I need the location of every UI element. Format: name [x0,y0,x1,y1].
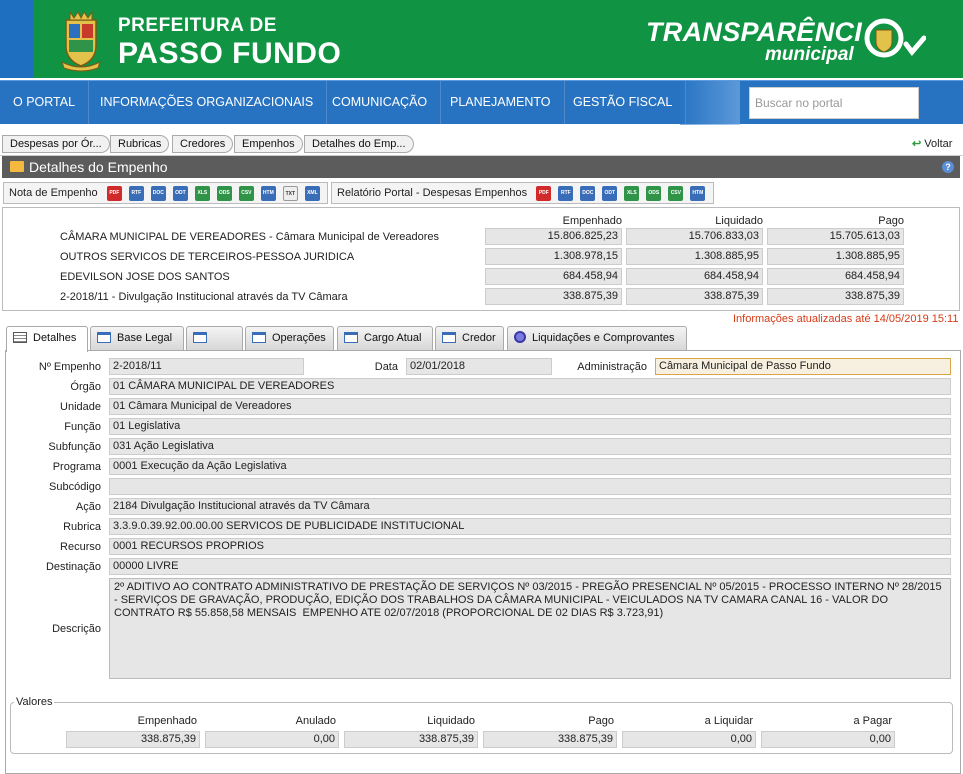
pdf-export-icon[interactable]: PDF [107,186,122,201]
breadcrumb [0,130,963,156]
valores-header-liquidado: Liquidado [427,715,475,727]
valores-liquidado: 338.875,39 [344,731,478,748]
field-rubrica[interactable]: 3.3.9.0.39.92.00.00.00 SERVICOS DE PUBLICIDADE INSTITUCIONAL [109,518,951,535]
summary-value: 15.706.833,03 [626,228,763,245]
tab-label: Base Legal [117,332,173,344]
window-icon [252,332,266,343]
breadcrumb-item-despesas[interactable]: Despesas por Ór... [2,135,110,153]
site-header [0,0,963,78]
valores-header-empenhado: Empenhado [137,715,197,727]
xls-export-icon[interactable]: XLS [624,186,639,201]
nav-swoosh [680,81,740,125]
csv-export-icon[interactable]: CSV [239,186,254,201]
pdf-export-icon[interactable]: PDF [536,186,551,201]
summary-header-pago: Pago [878,215,904,227]
valores-a-pagar: 0,00 [761,731,895,748]
summary-value: 684.458,94 [767,268,904,285]
label-recurso: Recurso [60,541,101,553]
tab-detalhes[interactable] [6,326,88,352]
breadcrumb-item-detalhes[interactable]: Detalhes do Emp... [304,135,414,153]
city-crest-logo[interactable] [60,6,102,72]
window-icon [193,332,207,343]
main-nav [0,80,963,124]
field-subcodigo[interactable] [109,478,951,495]
prefeitura-line1: PREFEITURA DE [118,15,277,36]
valores-header-anulado: Anulado [295,715,336,727]
summary-value: 1.308.885,95 [626,248,763,265]
window-icon [344,332,358,343]
tab-cargo-atual[interactable] [337,326,433,351]
label-orgao: Órgão [70,381,101,393]
label-unidade: Unidade [60,401,101,413]
nav-item-portal[interactable]: O PORTAL [0,81,89,124]
xls-export-icon[interactable]: XLS [195,186,210,201]
valores-header-pago: Pago [588,715,614,727]
nota-empenho-toolbar [3,182,328,204]
details-icon [13,332,27,343]
summary-value: 15.705.613,03 [767,228,904,245]
globe-icon [514,331,526,343]
field-administracao[interactable]: Câmara Municipal de Passo Fundo [655,358,951,375]
label-data: Data [374,361,398,373]
valores-empenhado: 338.875,39 [66,731,200,748]
summary-value: 15.806.825,23 [485,228,622,245]
summary-value: 684.458,94 [485,268,622,285]
prefeitura-line2: PASSO FUNDO [118,37,342,70]
html-export-icon[interactable]: HTM [690,186,705,201]
summary-value: 1.308.978,15 [485,248,622,265]
tab-label: Liquidações e Comprovantes [532,332,675,344]
txt-export-icon[interactable]: TXT [283,186,298,201]
tab-base-legal[interactable] [90,326,184,351]
nav-item-comunicacao[interactable]: COMUNICAÇÃO [319,81,441,124]
field-funcao[interactable]: 01 Legislativa [109,418,951,435]
breadcrumb-item-rubricas[interactable]: Rubricas [110,135,169,153]
summary-row-label: EDEVILSON JOSE DOS SANTOS [60,271,230,283]
tab-label: Credor [462,332,496,344]
tab-label: Cargo Atual [364,332,422,344]
nav-item-informacoes[interactable]: INFORMAÇÕES ORGANIZACIONAIS [87,81,327,124]
valores-header-a-pagar: a Pagar [853,715,892,727]
back-arrow-icon: ↩ [912,138,922,150]
summary-value: 338.875,39 [626,288,763,305]
summary-value: 338.875,39 [767,288,904,305]
summary-box [2,207,960,311]
field-destinacao[interactable]: 00000 LIVRE [109,558,951,575]
nav-item-gestao-fiscal[interactable]: GESTÃO FISCAL [560,81,686,124]
panel-title-bar [2,156,960,178]
tab-itens[interactable] [186,326,243,351]
field-acao[interactable]: 2184 Divulgação Institucional através da TV Câmara [109,498,951,515]
rtf-export-icon[interactable]: RTF [129,186,144,201]
window-icon [97,332,111,343]
label-destinacao: Destinação [45,561,101,573]
folder-icon [10,161,24,172]
summary-value: 1.308.885,95 [767,248,904,265]
window-icon [442,332,456,343]
municipal-logo-text: municipal [765,44,854,65]
tab-label: Operações [272,332,326,344]
ods-export-icon[interactable]: ODS [217,186,232,201]
field-descricao[interactable]: 2º ADITIVO AO CONTRATO ADMINISTRATIVO DE PRESTAÇÃO DE SERVIÇOS Nº 03/2015 - PREGÃO PRESENCIAL Nº 05/2015 - PROCESSO INTERNO Nº 28/2015 - SERVIÇOS DE GRAVAÇÃO, PRODUÇÃO, EDIÇÃO DOS TRABALHOS DA CÂMARA MUNICIPAL - VEICULADOS NA TV CAMARA CANAL 16 - VALOR DO CONTRATO R$ 55.858,58 MENSAIS EMPENHO ATE 02/07/2018 (PROPORCIONAL DE 02 DIAS R$ 3.723,91) [109,578,951,679]
summary-row-label: OUTROS SERVICOS DE TERCEIROS-PESSOA JURIDICA [60,251,355,263]
field-subfuncao[interactable]: 031 Ação Legislativa [109,438,951,455]
docx-export-icon[interactable]: DOC [580,186,595,201]
odt-export-icon[interactable]: ODT [602,186,617,201]
label-administracao: Administração [577,361,647,373]
xml-export-icon[interactable]: XML [305,186,320,201]
breadcrumb-item-credores[interactable]: Credores [172,135,233,153]
summary-row-label: 2-2018/11 - Divulgação Institucional através da TV Câmara [60,291,348,303]
summary-header-empenhado: Empenhado [562,215,622,227]
valores-header-a-liquidar: a Liquidar [704,715,753,727]
odt-export-icon[interactable]: ODT [173,186,188,201]
html-export-icon[interactable]: HTM [261,186,276,201]
summary-value: 338.875,39 [485,288,622,305]
summary-value: 684.458,94 [626,268,763,285]
header-accent [0,0,33,78]
rtf-export-icon[interactable]: RTF [558,186,573,201]
tab-operacoes[interactable] [245,326,334,351]
tab-credor[interactable] [435,326,504,351]
search-input[interactable]: Buscar no portal [749,87,919,119]
summary-row-label: CÂMARA MUNICIPAL DE VEREADORES - Câmara Municipal de Vereadores [60,231,440,243]
label-subfuncao: Subfunção [48,441,101,453]
back-button[interactable] [912,137,952,150]
label-programa: Programa [52,461,101,473]
csv-export-icon[interactable]: CSV [668,186,683,201]
label-descricao: Descrição [52,623,101,635]
field-orgao[interactable]: 01 CÂMARA MUNICIPAL DE VEREADORES [109,378,951,395]
label-subcodigo: Subcódigo [49,481,101,493]
valores-anulado: 0,00 [205,731,339,748]
summary-header-liquidado: Liquidado [715,215,763,227]
updated-timestamp: Informações atualizadas até 14/05/2019 15:11 [733,313,959,325]
label-rubrica: Rubrica [63,521,101,533]
field-numero-empenho[interactable]: 2-2018/11 [109,358,304,375]
nota-empenho-label: Nota de Empenho [9,187,98,199]
docx-export-icon[interactable]: DOC [151,186,166,201]
nav-item-planejamento[interactable]: PLANEJAMENTO [437,81,565,124]
back-label: Voltar [924,138,953,150]
panel-title: Detalhes do Empenho [29,159,168,175]
field-data[interactable]: 02/01/2018 [406,358,552,375]
breadcrumb-item-empenhos[interactable]: Empenhos [234,135,303,153]
relatorio-portal-toolbar [331,182,714,204]
label-funcao: Função [64,421,101,433]
label-numero: Nº Empenho [38,361,101,373]
field-unidade[interactable]: 01 Câmara Municipal de Vereadores [109,398,951,415]
tab-label: Detalhes [33,332,77,344]
transparencia-logo-text[interactable]: TRANSPARÊNCI [646,17,863,47]
ods-export-icon[interactable]: ODS [646,186,661,201]
field-recurso[interactable]: 0001 RECURSOS PROPRIOS [109,538,951,555]
valores-pago: 338.875,39 [483,731,617,748]
relatorio-portal-label: Relatório Portal - Despesas Empenhos [337,187,528,199]
field-programa[interactable]: 0001 Execução da Ação Legislativa [109,458,951,475]
valores-a-liquidar: 0,00 [622,731,756,748]
valores-legend: Valores [16,696,53,708]
tab-liquidacoes[interactable] [507,326,687,351]
label-acao: Ação [75,501,101,513]
help-icon[interactable]: ? [942,161,954,173]
magnifier-logo-icon [862,14,926,66]
